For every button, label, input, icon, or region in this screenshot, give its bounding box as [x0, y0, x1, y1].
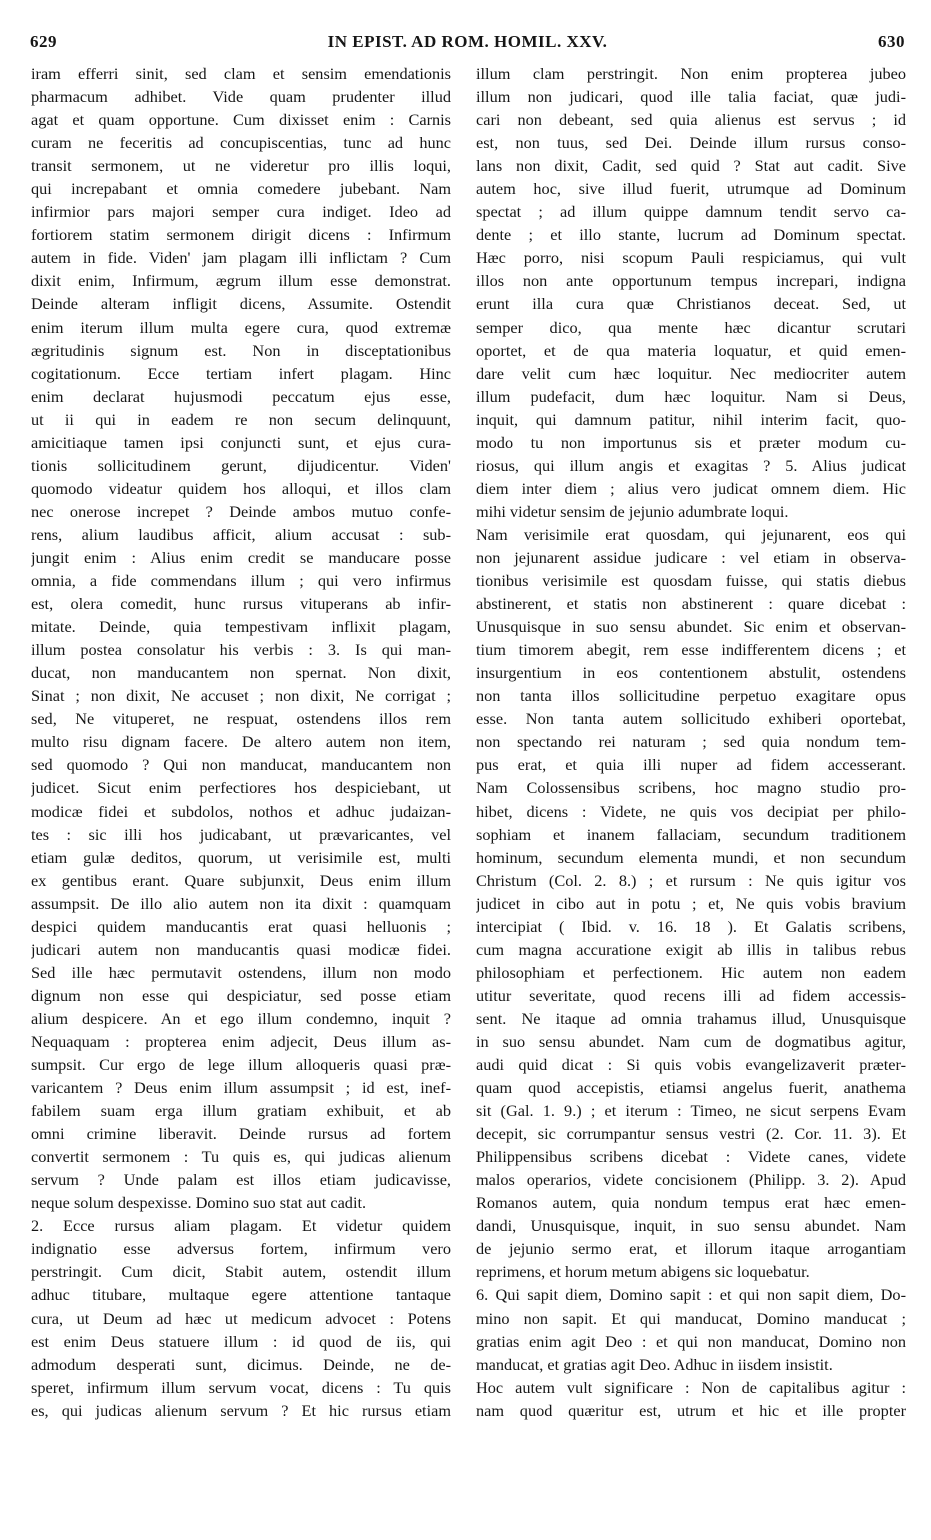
text-line: cari non debeant, sed quia alienus est servus ; id: [476, 110, 906, 130]
text-line: utitur severitate, quod recens illi ad fidem accessis-: [476, 985, 906, 1005]
text-line: quam quod accepistis, etiamsi angelus fuerit, anathema: [476, 1078, 906, 1098]
text-line: philosophiam et perfectionem. Hic autem non eadem: [476, 962, 906, 982]
text-line: illum clam perstringit. Non enim propterea jubeo: [476, 64, 906, 83]
text-line: est enim Deus statuere illum : id quod de iis, qui: [31, 1331, 451, 1351]
text-line: tium timorem abegit, rem esse indifferentem dicens ; et: [476, 640, 906, 660]
text-line: cum magna accuratione exigit ab illis in talibus rebus: [476, 939, 906, 959]
left-text-column: [31, 62, 451, 1422]
text-line: perstringit. Cum dicit, Stabit autem, ostendit illum: [31, 1262, 451, 1282]
text-line: lans non dixit, Cadit, sed quid ? Stat aut cadit. Sive: [476, 156, 906, 176]
text-line: es, qui judicas alienum servum ? Et hic rursus etiam: [31, 1400, 451, 1420]
text-line: sophiam et inanem fallaciam, secundum traditionem: [476, 824, 906, 844]
text-line: manducat, et gratias agit Deo. Adhuc in iisdem insistit.: [476, 1354, 833, 1374]
text-line: Romanos autem, quia nondum tempus erat hæc emen-: [476, 1193, 906, 1213]
text-line: decepit, sic corrumpantur sensus vestri (2. Cor. 11. 3). Et: [476, 1124, 906, 1144]
text-line: est, non tuus, sed Dei. Deinde illum rursus conso-: [476, 133, 906, 153]
text-line: non spectando rei naturam ; sed quia nondum tem-: [476, 732, 906, 752]
page-number-right: 630: [878, 32, 905, 51]
right-text-column: [476, 62, 906, 1422]
text-line: hominum, secundum elementa mundi, et non secundum: [476, 847, 906, 867]
text-line: Hoc autem vult significare : Non de capitalibus agitur :: [476, 1377, 906, 1397]
text-line: omni crimine liberavit. Deinde rursus ad fortem: [31, 1124, 451, 1144]
text-line: ex gentibus erant. Quare subjunxit, Deus enim illum: [31, 870, 451, 890]
text-line: mitate. Deinde, quia tempestivam inflixit plagam,: [31, 617, 451, 637]
text-line: alium despicere. An et ego illum condemno, inquit ?: [31, 1008, 451, 1028]
text-line: sit (Gal. 1. 9.) ; et iterum : Timeo, ne sicut serpens Evam: [476, 1101, 906, 1121]
text-line: despici quidem manducantis erat quasi helluonis ;: [31, 916, 451, 936]
text-line: Nequaquam : propterea enim adjecit, Deus illum as-: [31, 1031, 451, 1051]
text-line: judicet in cibo aut in potu ; et, Ne quis vobis bravium: [476, 893, 906, 913]
text-line: sent. Ne itaque ad omnia trahamus illud, Unusquisque: [476, 1008, 906, 1028]
text-line: autem hoc, sive illud fuerit, utrumque ad Dominum: [476, 179, 906, 199]
text-line: illum non judicari, quod ille talia faciat, quæ judi-: [476, 87, 906, 107]
running-title: IN EPIST. AD ROM. HOMIL. XXV.: [327, 32, 608, 51]
text-line: modicæ fidei et subdolos, nothos et adhuc judaizan-: [31, 801, 451, 821]
text-line: spectat ; ad illum quippe damnum tendit servo ca-: [476, 202, 906, 222]
text-line: illos non ante opportunum tempus increpari, indigna: [476, 271, 906, 291]
text-line: oportet, et de qua materia loquatur, et quid emen-: [476, 340, 906, 360]
text-line: dignum non esse qui despiciatur, sed posse etiam: [31, 985, 451, 1005]
text-line: autem in fide. Viden' jam plagam illi inflictam ? Cum: [31, 248, 451, 268]
text-line: audi quid dicat : Si quis vobis evangelizaverit præter-: [476, 1055, 906, 1075]
text-line: semper dico, qua mente hæc dicantur scrutari: [476, 317, 906, 337]
text-line: dandi, Unusquisque, inquit, in suo sensu abundet. Nam: [476, 1216, 906, 1236]
text-line: judicari autem non manducantis quasi modicæ fidei.: [31, 939, 451, 959]
text-line: sed quomodo ? Qui non manducat, manducantem non: [31, 755, 451, 775]
text-line: dixit enim, Infirmum, ægrum illum esse demonstrat.: [31, 271, 451, 291]
text-line: jungit enim : Alius enim credit se manducare posse: [31, 547, 451, 567]
running-header: [30, 32, 905, 56]
text-line: enim iterum illum multa egere cura, quod extremæ: [31, 317, 451, 337]
text-line: illum pudefacit, dum hæc loquitur. Nam si Deus,: [476, 386, 906, 406]
text-line: fabilem suam erga illum gratiam exhibuit, et ab: [31, 1101, 451, 1121]
text-line: Deinde alteram infligit dicens, Assumite. Ostendit: [31, 294, 451, 314]
text-line: fortiorem statim sermonem dirigit dicens : Infirmum: [31, 225, 451, 245]
text-line: non tanta illos sollicitudine perpetuo exagitare opus: [476, 686, 906, 706]
text-line: Philippensibus scribens dicebat : Videte canes, videte: [476, 1147, 906, 1167]
text-line: adhuc titubare, multaque egere attentione tantaque: [31, 1285, 451, 1305]
text-line: rens, alium laudibus afficit, alium accusat : sub-: [31, 524, 451, 544]
text-line: varicantem ? Deus enim illum assumpsit ; id est, inef-: [31, 1078, 451, 1098]
text-line: illum postea consolatur his verbis : 3. Is qui man-: [31, 640, 451, 660]
text-line: mihi videtur sensim de jejunio adumbrate loqui.: [476, 501, 789, 521]
text-line: indignatio esse adversus fortem, infirmum vero: [31, 1239, 451, 1259]
text-line: convertit sermonem : Tu quis es, qui judicas alienum: [31, 1147, 451, 1167]
text-line: Christum (Col. 2. 8.) ; et rursum : Ne quis igitur vos: [476, 870, 906, 890]
text-line: amicitiaque tamen ipsi conjuncti sunt, et ejus cura-: [31, 432, 451, 452]
text-line: enim declarat hujusmodi peccatum ejus esse,: [31, 386, 451, 406]
text-line: erunt illa cura quæ Christianos deceat. Sed, ut: [476, 294, 906, 314]
text-line: multo risu dignam facere. De altero autem non item,: [31, 732, 451, 752]
text-line: reprimens, et horum metum abigens sic loquebatur.: [476, 1262, 810, 1282]
text-line: 2. Ecce rursus aliam plagam. Et videtur quidem: [31, 1216, 451, 1236]
text-line: nam quod quæritur est, utrum et hic et ille propter: [476, 1400, 906, 1420]
text-line: speret, infirmum illum servum vocat, dicens : Tu quis: [31, 1377, 451, 1397]
text-line: iram efferri sinit, sed clam et sensim emendationis: [31, 64, 451, 83]
text-line: pus erat, et quia illi nuper ad fidem accesserant.: [476, 755, 906, 775]
text-line: sed, Ne vituperet, ne respuat, ostendens illos rem: [31, 709, 451, 729]
text-line: Nam Colossensibus scribens, hoc magno studio pro-: [476, 778, 906, 798]
text-line: ducat, non manducantem non spernat. Non dixit,: [31, 663, 451, 683]
text-line: riosus, qui illum angis et exagitas ? 5. Alius judicat: [476, 455, 906, 475]
text-line: inquit, qui damnum patitur, nihil interim facit, quo-: [476, 409, 906, 429]
text-line: dente ; et illo stante, lucrum ad Dominum spectat.: [476, 225, 906, 245]
text-line: omnia, a fide commendans illum ; qui vero infirmus: [31, 571, 451, 591]
text-line: hibet, dicens : Videte, ne quis vos decipiat per philo-: [476, 801, 906, 821]
text-line: sumpsit. Cur ergo de lege illum alloqueris quasi præ-: [31, 1055, 451, 1075]
page-number-left: 629: [30, 32, 57, 51]
text-line: Hæc porro, nisi scopum Pauli respiciamus, qui vult: [476, 248, 906, 268]
text-line: abstinerent, et statis non abstinerent : quare dicebat :: [476, 594, 906, 614]
text-line: nec onerose increpet ? Deinde ambos mutuo confe-: [31, 501, 451, 521]
text-line: tionis sollicitudinem gerunt, dijudicentur. Viden': [31, 455, 451, 475]
text-line: tes : sic illi hos judicabant, ut prævaricantes, vel: [31, 824, 451, 844]
text-line: ægritudinis signum est. Non in disceptationibus: [31, 340, 451, 360]
text-line: est, olera comedit, hunc rursus vituperans ab infir-: [31, 594, 451, 614]
text-line: in suo sensu abundet. Nam cum de dogmatibus agitur,: [476, 1031, 906, 1051]
text-line: assumpsit. De illo alio autem non ita dixit : quamquam: [31, 893, 451, 913]
text-line: dare velit cum hæc loquitur. Nec mediocriter autem: [476, 363, 906, 383]
text-line: judicet. Sicut enim perfectiores hos despiciebant, ut: [31, 778, 451, 798]
text-line: Unusquisque in suo sensu abundet. Sic enim et observan-: [476, 617, 906, 637]
text-line: tionibus verisimile est quosdam fuisse, qui statis diebus: [476, 571, 906, 591]
text-line: non jejunarent assidue judicare : vel etiam in observa-: [476, 547, 906, 567]
text-line: ut ii qui in eadem re non secum delinquunt,: [31, 409, 451, 429]
text-line: de jejunio sermo erat, et illorum itaque arrogantiam: [476, 1239, 906, 1259]
text-line: cogitationum. Ecce tertiam infert plagam. Hinc: [31, 363, 451, 383]
text-line: malos operarios, videte concisionem (Philipp. 3. 2). Apud: [476, 1170, 906, 1190]
text-line: modo tu non importunus sis et præter modum cu-: [476, 432, 906, 452]
text-line: diem inter diem ; alius vero judicat omnem diem. Hic: [476, 478, 906, 498]
text-line: infirmior pars majori semper cura indiget. Ideo ad: [31, 202, 451, 222]
text-line: pharmacum adhibet. Vide quam prudenter illud: [31, 87, 451, 107]
text-line: intercipiat ( Ibid. v. 16. 18 ). Et Galatis scribens,: [476, 916, 906, 936]
text-line: esse. Non tanta autem sollicitudo exhiberi oportebat,: [476, 709, 906, 729]
text-line: Nam verisimile erat quosdam, qui jejunarent, eos qui: [476, 524, 906, 544]
text-line: quomodo videatur quidem hos alloqui, et illos clam: [31, 478, 451, 498]
text-line: Sinat ; non dixit, Ne accuset ; non dixit, Ne corrigat ;: [31, 686, 451, 706]
text-line: curam ne feceritis ad concupiscentias, tunc ad hunc: [31, 133, 451, 153]
text-line: etiam gulæ deditos, quorum, ut verisimile est, multi: [31, 847, 451, 867]
text-line: qui increpabant et omnia comedere jubebant. Nam: [31, 179, 451, 199]
text-line: gratias enim agit Deo : et qui non manducat, Domino non: [476, 1331, 906, 1351]
text-line: Sed ille hæc permutavit ostendens, illum non modo: [31, 962, 451, 982]
text-line: cura, ut Deum ad hæc ut medicum advocet : Potens: [31, 1308, 451, 1328]
text-line: insurgentium in eos contentionem abstulit, ostendens: [476, 663, 906, 683]
text-line: agat et quam opportune. Cum dixisset enim : Carnis: [31, 110, 451, 130]
text-line: neque solum despexisse. Domino suo stat aut cadit.: [31, 1193, 367, 1213]
text-line: 6. Qui sapit diem, Domino sapit : et qui non sapit diem, Do-: [476, 1285, 906, 1305]
text-line: admodum desperati sunt, dicimus. Deinde, ne de-: [31, 1354, 451, 1374]
text-line: transit sermonem, ut ne videretur pro illis loqui,: [31, 156, 451, 176]
text-line: servum ? Unde palam est illos etiam judicavisse,: [31, 1170, 451, 1190]
text-line: mino non sapit. Et qui manducat, Domino manducat ;: [476, 1308, 906, 1328]
